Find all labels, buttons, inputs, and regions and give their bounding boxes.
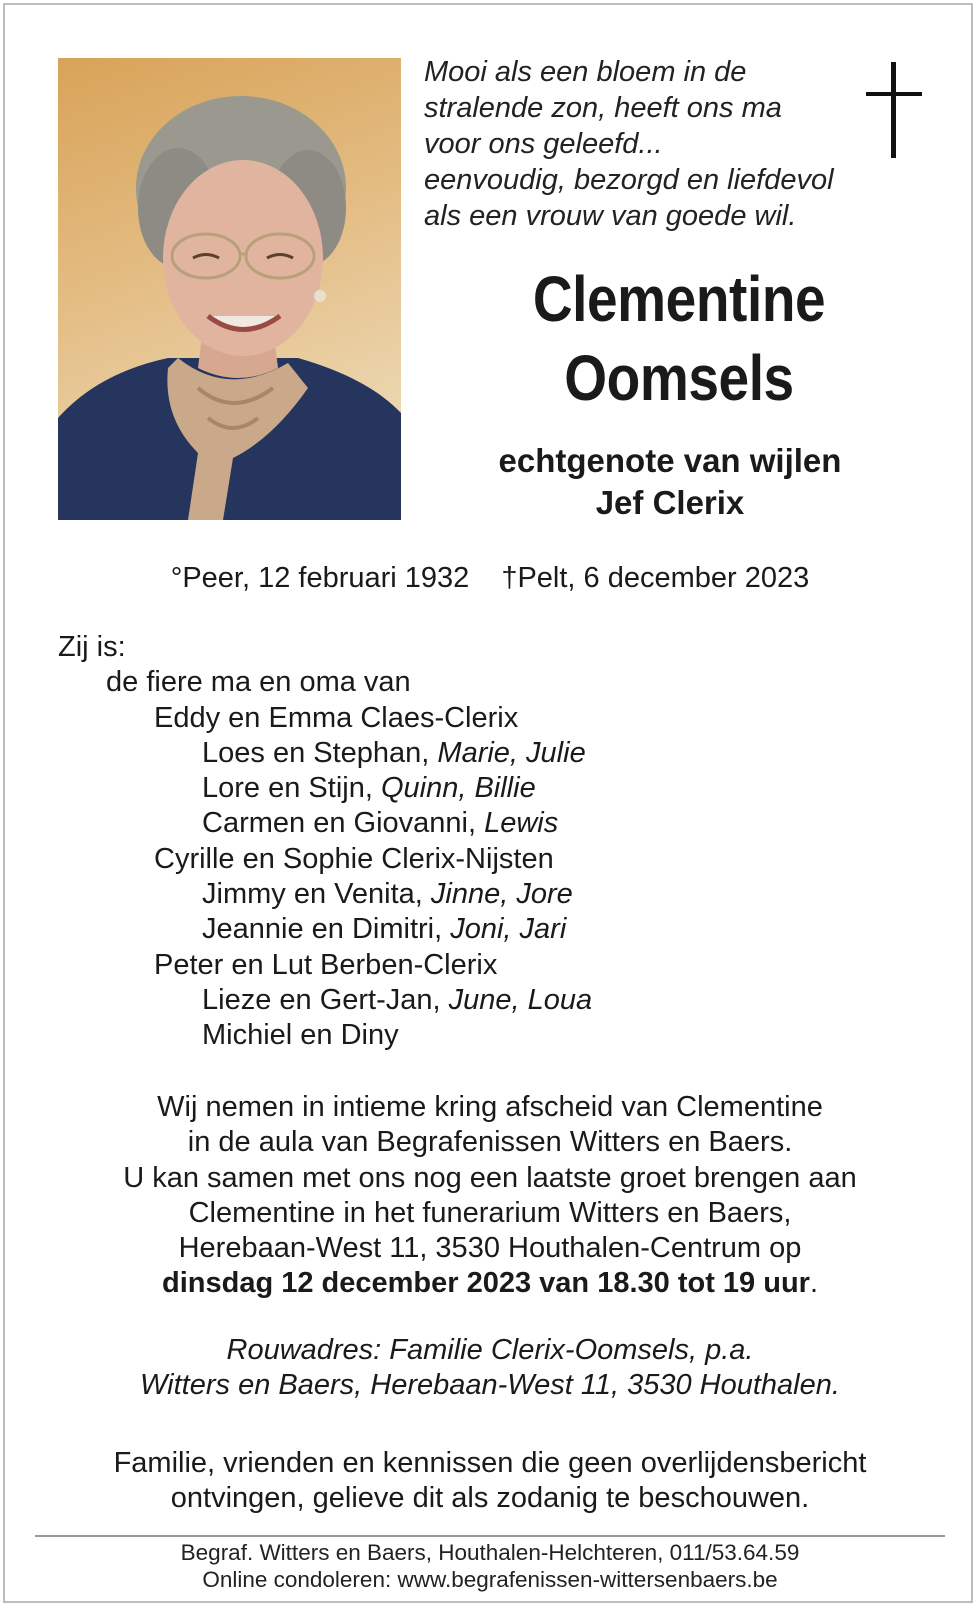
memorial-poem: [424, 54, 854, 234]
ceremony-line: in de aula van Begrafenissen Witters en Baers.: [187, 1126, 793, 1159]
address-line: Witters en Baers, Herebaan-West 11, 3530 Houthalen.: [140, 1369, 840, 1402]
family-intro: Zij is:: [58, 631, 126, 663]
grandchild-line: Jeannie en Dimitri, Joni, Jari: [202, 913, 567, 946]
notice-text: [0, 1446, 980, 1517]
cross-icon: [866, 62, 922, 158]
ceremony-line: Clementine in het funerarium Witters en Baers,: [188, 1196, 792, 1229]
family-role: de fiere ma en oma van: [106, 666, 411, 699]
grandchild-line: Lieze en Gert-Jan, June, Loua: [202, 983, 593, 1016]
spouse-name: Jef Clerix: [595, 484, 745, 521]
spouse-relation: echtgenote van wijlen: [498, 442, 842, 479]
child-couple: Cyrille en Sophie Clerix-Nijsten: [154, 842, 554, 875]
poem-line: eenvoudig, bezorgd en liefdevol: [424, 164, 834, 196]
online-condolence-link[interactable]: Online condoleren: www.begrafenissen-wittersenbaers.be: [202, 1567, 778, 1592]
deceased-first-name: Clementine: [532, 263, 826, 335]
family-list: [58, 630, 592, 1054]
ceremony-line: Herebaan-West 11, 3530 Houthalen-Centrum op: [178, 1232, 802, 1265]
poem-line: Mooi als een bloem in de: [424, 56, 747, 88]
child-couple: Eddy en Emma Claes-Clerix: [154, 701, 519, 734]
grandchild-line: Loes en Stephan, Marie, Julie: [202, 736, 586, 769]
death-symbol-icon: †: [501, 562, 518, 594]
ceremony-info: [0, 1090, 980, 1302]
notice-line: ontvingen, gelieve dit als zodanig te beschouwen.: [170, 1482, 810, 1515]
portrait-photo: [58, 58, 401, 520]
child-couple: Peter en Lut Berben-Clerix: [154, 948, 498, 981]
grandchild-line: Jimmy en Venita, Jinne, Jore: [202, 878, 573, 911]
birth-date: °Peer, 12 februari 1932: [170, 562, 470, 594]
footer-divider: [35, 1535, 945, 1537]
grandchild-line: Carmen en Giovanni, Lewis: [202, 807, 559, 840]
funeral-home-contact: Begraf. Witters en Baers, Houthalen-Helchteren, 011/53.64.59: [180, 1540, 800, 1565]
death-date: Pelt, 6 december 2023: [517, 562, 810, 594]
poem-line: voor ons geleefd...: [424, 128, 663, 160]
ceremony-line: Wij nemen in intieme kring afscheid van Clementine: [157, 1091, 823, 1123]
deceased-last-name: Oomsels: [564, 342, 794, 414]
mourning-address: [0, 1333, 980, 1404]
grandchild-line: Michiel en Diny: [202, 1019, 399, 1052]
notice-line: Familie, vrienden en kennissen die geen overlijdensbericht: [113, 1447, 867, 1479]
grandchild-line: Lore en Stijn, Quinn, Billie: [202, 772, 536, 805]
ceremony-datetime: dinsdag 12 december 2023 van 18.30 tot 19 uur.: [161, 1267, 819, 1300]
poem-line: als een vrouw van goede wil.: [424, 200, 797, 232]
address-line: Rouwadres: Familie Clerix-Oomsels, p.a.: [226, 1334, 754, 1366]
ceremony-line: U kan samen met ons nog een laatste groet brengen aan: [123, 1161, 857, 1194]
poem-line: stralende zon, heeft ons ma: [424, 92, 782, 124]
footer: [0, 1539, 980, 1593]
life-dates: [0, 558, 980, 598]
